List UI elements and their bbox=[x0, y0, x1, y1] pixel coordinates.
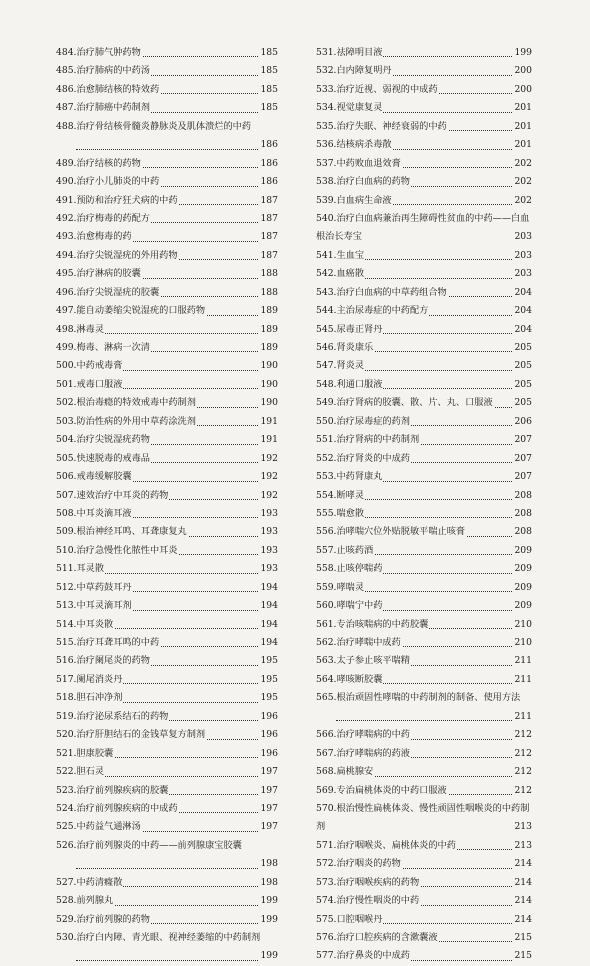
toc-entry bbox=[56, 616, 278, 634]
toc-entry-title: 513.中耳灵滴耳剂 bbox=[56, 600, 132, 612]
toc-entry-title: 515.治疗耳聋耳鸣的中药 bbox=[56, 637, 160, 649]
toc-entry-title: 575.口腔咽喉丹 bbox=[316, 913, 383, 925]
toc-entry bbox=[56, 413, 278, 431]
toc-entry bbox=[56, 671, 278, 689]
toc-entry bbox=[316, 874, 532, 892]
toc-entry bbox=[316, 192, 532, 210]
toc-entry-page: 202 bbox=[513, 173, 532, 191]
toc-entry bbox=[56, 579, 278, 597]
toc-entry-title: 576.治疗口腔疾病的含漱囊液 bbox=[316, 932, 438, 944]
toc-entry-title: 528.前列腺丸 bbox=[56, 895, 114, 907]
toc-entry bbox=[316, 782, 532, 800]
toc-entry-title: 522.胆石灵 bbox=[56, 766, 105, 778]
toc-entry-page: 188 bbox=[259, 284, 278, 302]
toc-entry bbox=[56, 874, 278, 892]
toc-entry-title: 517.阑尾消炎丹 bbox=[56, 673, 123, 685]
toc-entry bbox=[56, 321, 278, 339]
toc-entry-page: 200 bbox=[513, 62, 532, 80]
toc-entry-title: 541.生血宝 bbox=[316, 249, 365, 261]
toc-entry-page: 209 bbox=[513, 542, 532, 560]
toc-entry bbox=[316, 579, 532, 597]
toc-entry-title: 502.根治毒瘾的特效戒毒中药制剂 bbox=[56, 397, 196, 409]
toc-entry-page: 211 bbox=[513, 671, 532, 689]
toc-entry-title: 495.治疗淋病的胶囊 bbox=[56, 268, 141, 280]
toc-entry-page: 185 bbox=[259, 62, 278, 80]
toc-entry-title: 535.治疗失眠、神经衰弱的中药 bbox=[316, 120, 447, 132]
toc-entry-page: 215 bbox=[513, 929, 532, 947]
toc-entry-page: 199 bbox=[259, 947, 278, 965]
toc-entry bbox=[316, 947, 532, 965]
toc-entry-page: 205 bbox=[513, 339, 532, 357]
toc-entry-title: 501.戒毒口服液 bbox=[56, 378, 123, 390]
toc-entry bbox=[56, 376, 278, 394]
toc-entry-title: 556.治哮喘穴位外贴脱敏平喘止咳膏 bbox=[316, 526, 466, 538]
toc-entry-page: 199 bbox=[259, 892, 278, 910]
toc-entry-title: 523.治疗前列腺疾病的胶囊 bbox=[56, 784, 169, 796]
toc-entry-title: 548.利通口服液 bbox=[316, 378, 383, 390]
toc-entry bbox=[316, 929, 532, 947]
toc-entry-title: 572.治疗咽炎的药物 bbox=[316, 858, 401, 870]
toc-entry-page: 200 bbox=[513, 81, 532, 99]
toc-entry bbox=[56, 929, 278, 966]
toc-entry bbox=[316, 671, 532, 689]
toc-entry-page: 202 bbox=[513, 155, 532, 173]
toc-entry-page: 189 bbox=[259, 339, 278, 357]
toc-entry bbox=[56, 837, 278, 874]
toc-entry-title: 489.治疗结核的药物 bbox=[56, 157, 141, 169]
toc-entry-title: 537.中药败血退效膏 bbox=[316, 157, 401, 169]
toc-entry-page: 188 bbox=[259, 265, 278, 283]
toc-entry-page: 199 bbox=[513, 44, 532, 62]
toc-entry-page: 213 bbox=[513, 818, 532, 836]
toc-right-column bbox=[316, 44, 532, 966]
toc-entry-title: 558.止咳停喘药 bbox=[316, 563, 383, 575]
toc-entry-title: 496.治疗尖锐湿疣的胶囊 bbox=[56, 286, 160, 298]
toc-entry-page: 204 bbox=[513, 321, 532, 339]
toc-entry bbox=[56, 745, 278, 763]
toc-entry-title: 573.治疗咽喉疾病的药物 bbox=[316, 876, 420, 888]
toc-entry-title: 488.治疗骨结核骨髓炎静脉炎及肌体溃烂的中药 bbox=[56, 118, 278, 136]
toc-entry bbox=[56, 689, 278, 707]
toc-entry-page: 196 bbox=[259, 726, 278, 744]
toc-entry-title: 542.血癌散 bbox=[316, 268, 365, 280]
toc-entry-page: 194 bbox=[259, 597, 278, 615]
toc-entry bbox=[56, 911, 278, 929]
toc-entry-title: 504.治疗尖锐湿疣药物 bbox=[56, 434, 150, 446]
toc-entry-page: 187 bbox=[259, 247, 278, 265]
toc-entry-page: 186 bbox=[259, 136, 278, 154]
toc-entry bbox=[56, 542, 278, 560]
toc-entry bbox=[316, 450, 532, 468]
toc-entry-page: 207 bbox=[513, 468, 532, 486]
toc-entry-page: 190 bbox=[259, 394, 278, 412]
toc-entry-page: 191 bbox=[259, 413, 278, 431]
toc-entry bbox=[56, 431, 278, 449]
toc-entry bbox=[56, 818, 278, 836]
toc-entry-page: 185 bbox=[259, 81, 278, 99]
toc-entry-title: 553.中药肾康丸 bbox=[316, 471, 383, 483]
toc-entry-page: 196 bbox=[259, 708, 278, 726]
toc-entry bbox=[56, 597, 278, 615]
toc-entry-page: 195 bbox=[259, 671, 278, 689]
toc-entry-title: 539.白血病生命液 bbox=[316, 194, 392, 206]
toc-entry-title: 540.治疗白血病兼治再生障碍性贫血的中药——白血根治长寿宝 bbox=[316, 210, 532, 247]
toc-entry bbox=[316, 302, 532, 320]
toc-entry-page: 193 bbox=[259, 542, 278, 560]
toc-entry-page: 203 bbox=[513, 228, 532, 246]
toc-entry-title: 518.胆石冲净剂 bbox=[56, 692, 123, 704]
toc-entry-title: 525.中药益气通淋汤 bbox=[56, 821, 141, 833]
toc-entry bbox=[316, 321, 532, 339]
toc-entry-title: 507.速效治疗中耳炎的药物 bbox=[56, 489, 169, 501]
toc-entry bbox=[56, 265, 278, 283]
toc-entry-title: 567.治疗哮喘病的药液 bbox=[316, 747, 410, 759]
toc-entry-page: 195 bbox=[259, 652, 278, 670]
toc-entry bbox=[316, 855, 532, 873]
leader-dots bbox=[76, 960, 260, 961]
toc-entry-title: 554.断哮灵 bbox=[316, 489, 365, 501]
toc-entry-title: 566.治疗哮喘病的中药 bbox=[316, 729, 410, 741]
toc-entry bbox=[56, 210, 278, 228]
toc-entry bbox=[316, 745, 532, 763]
toc-entry-page: 185 bbox=[259, 44, 278, 62]
toc-entry bbox=[316, 652, 532, 670]
toc-entry-title: 511.耳灵散 bbox=[56, 563, 105, 575]
toc-entry-page: 205 bbox=[513, 376, 532, 394]
toc-entry-page: 194 bbox=[259, 579, 278, 597]
toc-entry bbox=[316, 155, 532, 173]
toc-entry bbox=[56, 450, 278, 468]
toc-entry-page: 186 bbox=[259, 173, 278, 191]
toc-entry-title: 547.肾炎灵 bbox=[316, 360, 365, 372]
toc-entry-page: 194 bbox=[259, 616, 278, 634]
toc-entry bbox=[56, 99, 278, 117]
toc-entry-page: 194 bbox=[259, 634, 278, 652]
toc-entry-page: 214 bbox=[513, 874, 532, 892]
toc-entry-title: 562.治疗哮喘中成药 bbox=[316, 637, 401, 649]
toc-entry-page: 212 bbox=[513, 745, 532, 763]
toc-entry-title: 546.肾炎康乐 bbox=[316, 342, 374, 354]
toc-entry-page: 208 bbox=[513, 523, 532, 541]
toc-entry bbox=[56, 62, 278, 80]
toc-entry-page: 207 bbox=[513, 431, 532, 449]
toc-entry bbox=[316, 265, 532, 283]
toc-entry bbox=[316, 800, 532, 837]
toc-entry bbox=[56, 302, 278, 320]
toc-entry bbox=[56, 523, 278, 541]
toc-entry bbox=[316, 468, 532, 486]
toc-entry-title: 552.治疗肾炎的中成药 bbox=[316, 452, 410, 464]
toc-entry-title: 569.专治扁桃体炎的中药口服液 bbox=[316, 784, 447, 796]
toc-entry-title: 536.结核病杀毒散 bbox=[316, 139, 392, 151]
toc-entry bbox=[56, 192, 278, 210]
toc-entry-page: 190 bbox=[259, 376, 278, 394]
toc-entry bbox=[56, 634, 278, 652]
toc-entry-title: 520.治疗肝胆结石的金钱草复方制剂 bbox=[56, 729, 206, 741]
toc-entry-page: 193 bbox=[259, 505, 278, 523]
toc-entry-title: 531.祛障明目液 bbox=[316, 47, 383, 58]
toc-entry bbox=[316, 431, 532, 449]
toc-entry-page: 193 bbox=[259, 523, 278, 541]
toc-entry-title: 526.治疗前列腺炎的中药——前列腺康宝胶囊 bbox=[56, 837, 278, 855]
toc-entry-title: 499.梅毒、淋病一次清 bbox=[56, 342, 150, 354]
toc-entry-title: 527.中药清癃散 bbox=[56, 876, 123, 888]
toc-entry bbox=[56, 118, 278, 155]
toc-entry-title: 506.戒毒缓解胶囊 bbox=[56, 471, 132, 483]
toc-entry-page: 215 bbox=[513, 947, 532, 965]
toc-entry bbox=[316, 44, 532, 62]
toc-entry-title: 570.根治慢性扁桃体炎、慢性顽固性咽喉炎的中药制剂 bbox=[316, 800, 532, 837]
toc-entry-title: 505.快速脱毒的戒毒品 bbox=[56, 452, 150, 464]
toc-entry-page: 205 bbox=[513, 394, 532, 412]
toc-entry-page: 214 bbox=[513, 911, 532, 929]
toc-entry-title: 500.中药戒毒膏 bbox=[56, 360, 123, 372]
toc-entry-page: 186 bbox=[259, 155, 278, 173]
toc-entry bbox=[316, 376, 532, 394]
toc-entry bbox=[316, 284, 532, 302]
toc-entry bbox=[316, 247, 532, 265]
toc-entry-title: 564.哮咳断胶囊 bbox=[316, 673, 383, 685]
toc-entry bbox=[316, 763, 532, 781]
toc-entry-title: 568.扁桃腺安 bbox=[316, 766, 374, 778]
toc-entry-page: 214 bbox=[513, 892, 532, 910]
toc-entry-page: 196 bbox=[259, 745, 278, 763]
toc-entry bbox=[56, 782, 278, 800]
toc-entry bbox=[56, 708, 278, 726]
toc-entry-page: 207 bbox=[513, 450, 532, 468]
toc-entry bbox=[316, 616, 532, 634]
toc-entry-title: 484.治疗肺气肿药物 bbox=[56, 47, 141, 58]
toc-entry-page: 187 bbox=[259, 210, 278, 228]
toc-entry bbox=[316, 136, 532, 154]
toc-entry bbox=[56, 339, 278, 357]
toc-entry-title: 563.太子参止咳平喘精 bbox=[316, 655, 410, 667]
toc-entry bbox=[56, 763, 278, 781]
toc-entry-title: 485.治疗肺病的中药汤 bbox=[56, 65, 150, 77]
toc-entry bbox=[316, 339, 532, 357]
toc-entry-title: 491.预防和治疗狂犬病的中药 bbox=[56, 194, 178, 206]
toc-entry bbox=[316, 542, 532, 560]
toc-entry-title: 543.治疗白血病的中草药组合物 bbox=[316, 286, 447, 298]
toc-entry bbox=[56, 560, 278, 578]
toc-entry-page: 213 bbox=[513, 837, 532, 855]
toc-entry-title: 571.治疗咽喉炎、扁桃体炎的中药 bbox=[316, 839, 456, 851]
toc-entry-title: 551.治疗肾病的中药制剂 bbox=[316, 434, 420, 446]
toc-entry bbox=[316, 394, 532, 412]
toc-entry bbox=[56, 394, 278, 412]
toc-entry bbox=[56, 357, 278, 375]
toc-entry-page: 208 bbox=[513, 487, 532, 505]
toc-entry-page: 197 bbox=[259, 763, 278, 781]
toc-entry bbox=[56, 173, 278, 191]
toc-entry-title: 533.治疗近视、弱视的中成药 bbox=[316, 83, 438, 95]
toc-entry-title: 560.哮喘宁中药 bbox=[316, 600, 383, 612]
toc-entry-title: 519.治疗泌尿系结石的药物 bbox=[56, 710, 169, 722]
toc-entry-title: 529.治疗前列腺的药物 bbox=[56, 913, 150, 925]
toc-entry bbox=[316, 560, 532, 578]
toc-entry-page: 189 bbox=[259, 321, 278, 339]
toc-entry-page: 212 bbox=[513, 763, 532, 781]
toc-entry-page: 197 bbox=[259, 782, 278, 800]
toc-entry-title: 530.治疗白内障、青光眼、视神经萎缩的中药制剂 bbox=[56, 929, 278, 947]
leader-dots bbox=[336, 720, 514, 721]
toc-entry-page: 191 bbox=[259, 431, 278, 449]
toc-entry-page: 211 bbox=[513, 708, 532, 726]
toc-entry-title: 549.治疗肾病的胶囊、散、片、丸、口服液 bbox=[316, 397, 493, 409]
toc-entry-title: 497.能自动萎缩尖锐湿疣的口服药物 bbox=[56, 305, 206, 317]
leader-dots bbox=[76, 149, 260, 150]
toc-entry bbox=[56, 284, 278, 302]
toc-entry-title: 557.止咳药酒 bbox=[316, 544, 374, 556]
toc-entry bbox=[316, 210, 532, 247]
toc-entry-title: 561.专治咳喘病的中药胶囊 bbox=[316, 618, 429, 630]
toc-entry-page: 205 bbox=[513, 357, 532, 375]
toc-entry-page: 192 bbox=[259, 487, 278, 505]
toc-entry-title: 509.根治神经耳鸣、耳聋康复丸 bbox=[56, 526, 187, 538]
toc-entry-page: 201 bbox=[513, 118, 532, 136]
toc-left-column bbox=[56, 44, 278, 966]
toc-entry bbox=[56, 468, 278, 486]
toc-entry bbox=[316, 597, 532, 615]
toc-entry bbox=[56, 726, 278, 744]
toc-entry-page: 187 bbox=[259, 192, 278, 210]
toc-entry bbox=[56, 487, 278, 505]
toc-entry-title: 490.治疗小儿肺炎的中药 bbox=[56, 176, 160, 188]
toc-entry bbox=[316, 505, 532, 523]
toc-entry bbox=[316, 118, 532, 136]
toc-entry-title: 565.根治顽固性哮喘的中药制剂的制备、使用方法 bbox=[316, 689, 532, 707]
toc-entry-title: 503.防治性病的外用中草药涂洗剂 bbox=[56, 415, 196, 427]
toc-entry bbox=[56, 155, 278, 173]
toc-entry-title: 512.中草药鼓耳丹 bbox=[56, 581, 132, 593]
toc-entry bbox=[316, 634, 532, 652]
toc-entry-page: 210 bbox=[513, 634, 532, 652]
toc-entry-page: 195 bbox=[259, 689, 278, 707]
toc-entry-page: 198 bbox=[259, 855, 278, 873]
toc-entry bbox=[316, 62, 532, 80]
toc-entry-title: 508.中耳炎滴耳液 bbox=[56, 507, 132, 519]
toc-entry-page: 211 bbox=[513, 652, 532, 670]
toc-entry-title: 538.治疗白血病的药物 bbox=[316, 176, 410, 188]
toc-entry-page: 209 bbox=[513, 579, 532, 597]
toc-entry-title: 487.治疗肺癌中药制剂 bbox=[56, 102, 150, 114]
toc-entry-title: 555.喘愈散 bbox=[316, 507, 365, 519]
toc-entry bbox=[316, 892, 532, 910]
toc-entry-page: 190 bbox=[259, 357, 278, 375]
toc-entry-page: 193 bbox=[259, 560, 278, 578]
toc-entry-page: 212 bbox=[513, 726, 532, 744]
toc-entry-title: 486.治愈肺结核的特效药 bbox=[56, 83, 160, 95]
toc-entry bbox=[316, 837, 532, 855]
toc-entry-title: 550.治疗尿毒症的药剂 bbox=[316, 415, 410, 427]
toc-entry-title: 545.尿毒正肾丹 bbox=[316, 323, 383, 335]
toc-entry-page: 209 bbox=[513, 560, 532, 578]
toc-entry-page: 199 bbox=[259, 911, 278, 929]
toc-entry-page: 214 bbox=[513, 855, 532, 873]
toc-entry-title: 514.中耳炎散 bbox=[56, 618, 114, 630]
toc-entry-title: 493.治愈梅毒的药 bbox=[56, 231, 132, 243]
toc-entry-title: 494.治疗尖锐湿疣的外用药物 bbox=[56, 249, 178, 261]
toc-entry bbox=[56, 800, 278, 818]
toc-entry-title: 574.治疗慢性咽炎的中药 bbox=[316, 895, 420, 907]
toc-entry-page: 209 bbox=[513, 597, 532, 615]
toc-entry-page: 208 bbox=[513, 505, 532, 523]
toc-entry-page: 189 bbox=[259, 302, 278, 320]
toc-entry-page: 197 bbox=[259, 800, 278, 818]
toc-entry bbox=[316, 413, 532, 431]
toc-entry-page: 206 bbox=[513, 413, 532, 431]
toc-entry-page: 212 bbox=[513, 782, 532, 800]
toc-entry bbox=[56, 892, 278, 910]
toc-entry-title: 492.治疗梅毒的药配方 bbox=[56, 212, 150, 224]
toc-entry-page: 204 bbox=[513, 302, 532, 320]
toc-entry-title: 516.治疗阑尾炎的药物 bbox=[56, 655, 150, 667]
toc-entry-page: 201 bbox=[513, 99, 532, 117]
toc-entry bbox=[56, 652, 278, 670]
toc-entry bbox=[316, 487, 532, 505]
toc-entry-title: 532.白内障复明丹 bbox=[316, 65, 392, 77]
toc-entry-title: 559.哮喘灵 bbox=[316, 581, 365, 593]
toc-entry-page: 201 bbox=[513, 136, 532, 154]
toc-entry-page: 202 bbox=[513, 192, 532, 210]
toc-entry-page: 210 bbox=[513, 616, 532, 634]
toc-entry bbox=[316, 689, 532, 726]
toc-entry bbox=[56, 228, 278, 246]
toc-entry-title: 510.治疗急慢性化脓性中耳炎 bbox=[56, 544, 178, 556]
toc-entry-page: 185 bbox=[259, 99, 278, 117]
toc-entry-page: 192 bbox=[259, 468, 278, 486]
toc-entry-page: 198 bbox=[259, 874, 278, 892]
toc-entry bbox=[56, 44, 278, 62]
toc-entry-page: 203 bbox=[513, 265, 532, 283]
toc-entry bbox=[316, 81, 532, 99]
toc-entry-page: 203 bbox=[513, 247, 532, 265]
toc-entry-page: 197 bbox=[259, 818, 278, 836]
toc-entry bbox=[316, 523, 532, 541]
toc-entry bbox=[316, 357, 532, 375]
toc-entry-title: 544.主治尿毒症的中药配方 bbox=[316, 305, 429, 317]
toc-entry-title: 521.胆康胶囊 bbox=[56, 747, 114, 759]
toc-entry bbox=[316, 726, 532, 744]
toc-entry-title: 577.治疗鼻炎的中成药 bbox=[316, 950, 410, 962]
toc-entry bbox=[56, 505, 278, 523]
toc-entry-title: 524.治疗前列腺疾病的中成药 bbox=[56, 802, 178, 814]
toc-entry bbox=[56, 81, 278, 99]
toc-entry-title: 534.视觉康复灵 bbox=[316, 102, 383, 114]
toc-entry-page: 187 bbox=[259, 228, 278, 246]
toc-entry bbox=[316, 173, 532, 191]
leader-dots bbox=[76, 868, 260, 869]
toc-entry-page: 204 bbox=[513, 284, 532, 302]
toc-entry bbox=[56, 247, 278, 265]
toc-entry bbox=[316, 99, 532, 117]
toc-entry-page: 192 bbox=[259, 450, 278, 468]
toc-entry bbox=[316, 911, 532, 929]
toc-entry-title: 498.淋毒灵 bbox=[56, 323, 105, 335]
